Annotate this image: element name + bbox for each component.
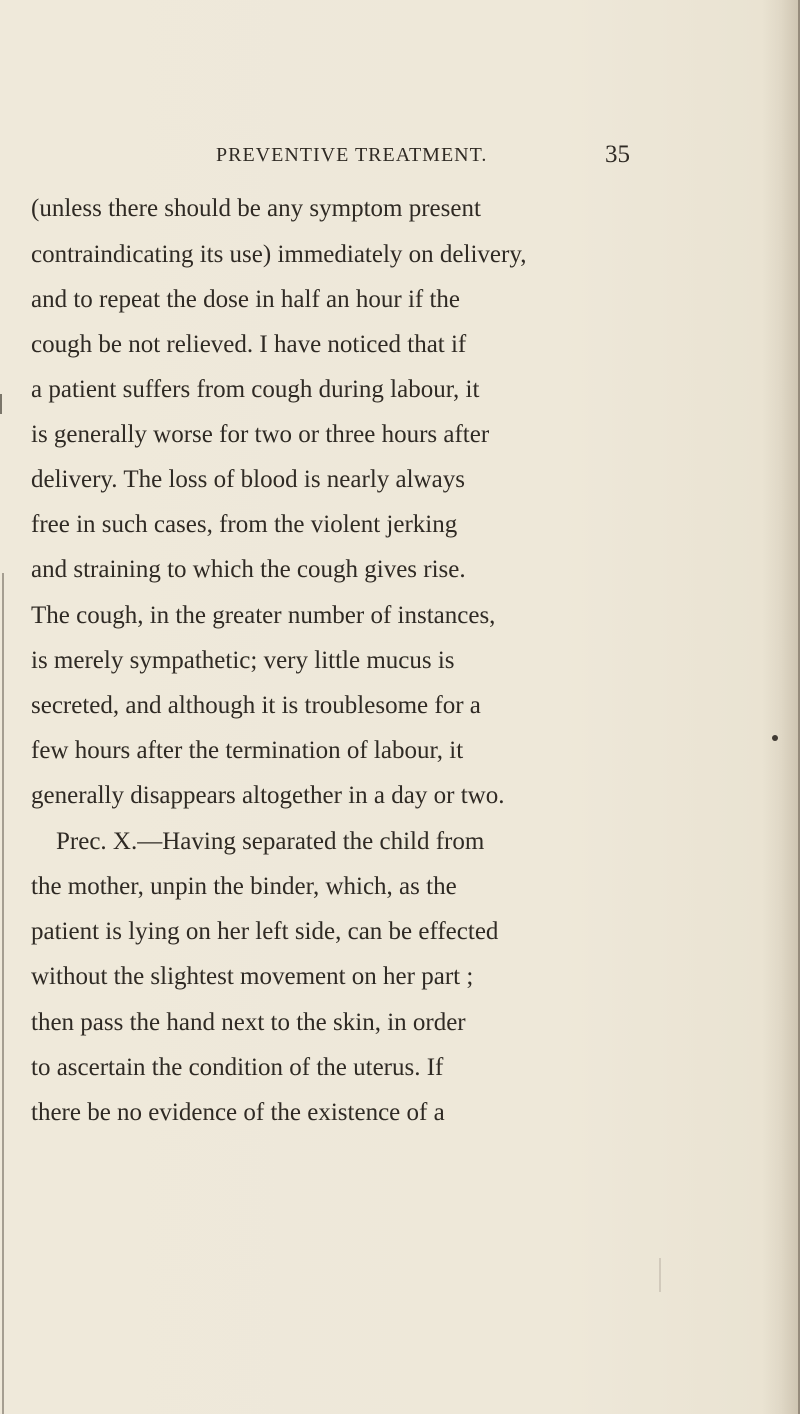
text-line: a patient suffers from cough during labour, it (31, 376, 480, 403)
text-line: is generally worse for two or three hours after (31, 421, 490, 448)
text-line: free in such cases, from the violent jerking (31, 511, 458, 538)
text-line: patient is lying on her left side, can be effected (31, 918, 499, 945)
text-line: the mother, unpin the binder, which, as the (31, 873, 457, 900)
text-line: is merely sympathetic; very little mucus is (31, 647, 455, 674)
text-line: cough be not relieved. I have noticed that if (31, 331, 467, 358)
running-head: PREVENTIVE TREATMENT. (216, 144, 488, 166)
text-line: then pass the hand next to the skin, in order (31, 1009, 466, 1036)
text-line: and to repeat the dose in half an hour if the (31, 286, 461, 313)
text-line: The cough, in the greater number of instances, (31, 602, 496, 629)
text-line: few hours after the termination of labour, it (31, 737, 464, 764)
text-line: to ascertain the condition of the uterus. If (31, 1054, 444, 1081)
text-line: (unless there should be any symptom present (31, 195, 481, 222)
text-line: generally disappears altogether in a day or two. (31, 782, 505, 809)
page-number: 35 (605, 141, 630, 168)
text-line: delivery. The loss of blood is nearly always (31, 466, 465, 493)
body-text (0, 187, 800, 1387)
text-line: contraindicating its use) immediately on delivery, (31, 241, 527, 268)
text-line: and straining to which the cough gives rise. (31, 556, 466, 583)
text-line: without the slightest movement on her part ; (31, 963, 474, 990)
page-header (216, 141, 630, 180)
text-line: Prec. X.—Having separated the child from (56, 828, 485, 855)
text-line: there be no evidence of the existence of a (31, 1099, 445, 1126)
text-line: secreted, and although it is troublesome for a (31, 692, 481, 719)
